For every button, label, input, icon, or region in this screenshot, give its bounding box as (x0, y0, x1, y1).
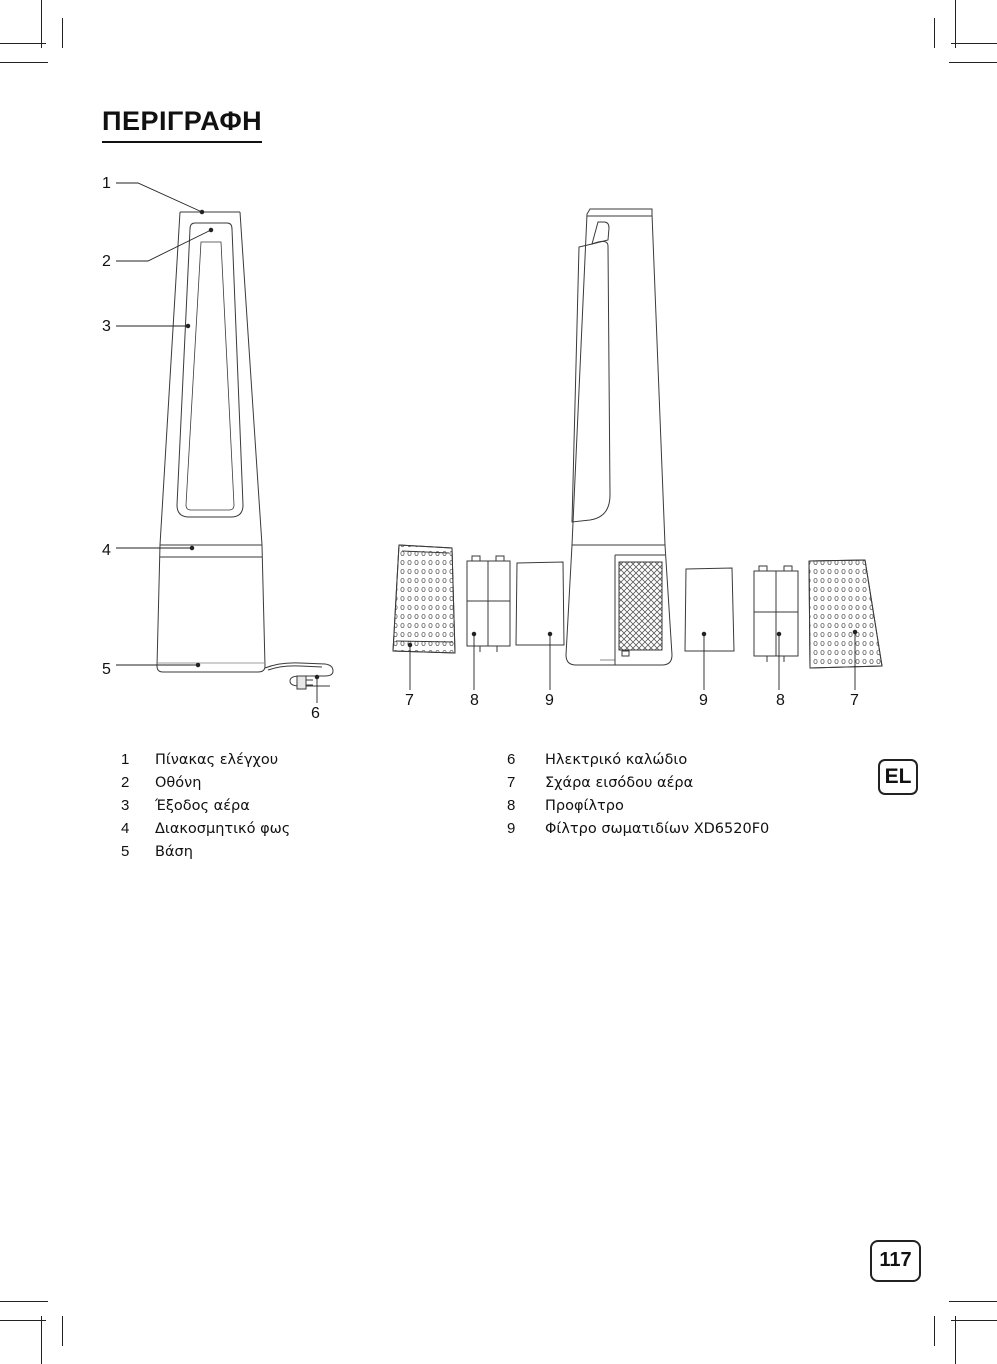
legend-number: 3 (121, 797, 130, 814)
legend-label: Σχάρα εισόδου αέρα (545, 775, 694, 791)
callout-3: 3 (102, 318, 111, 335)
crop-mark (41, 1316, 42, 1364)
legend-right (507, 751, 847, 851)
crop-mark (955, 1316, 956, 1364)
callout-1: 1 (102, 175, 111, 192)
legend-number: 1 (121, 751, 130, 768)
legend-number: 6 (507, 751, 516, 768)
crop-mark (934, 1316, 935, 1346)
legend-label: Φίλτρο σωματιδίων XD6520F0 (545, 821, 770, 837)
legend-label: Έξοδος αέρα (155, 798, 250, 814)
legend-label: Ηλεκτρικό καλώδιο (545, 752, 688, 768)
page-title: ΠΕΡΙΓΡΑΦΗ (102, 104, 262, 143)
language-badge: EL (878, 759, 918, 795)
callout-5: 5 (102, 661, 111, 678)
crop-mark (951, 1320, 997, 1321)
prefilter-right (754, 566, 798, 662)
legend-label: Προφίλτρο (545, 798, 624, 814)
crop-mark (62, 1316, 63, 1346)
prefilter-left (467, 556, 510, 652)
legend-left (121, 751, 421, 871)
crop-mark (0, 1320, 46, 1321)
crop-mark (949, 1301, 997, 1302)
legend-number: 5 (121, 843, 130, 860)
legend-label: Βάση (155, 844, 193, 860)
legend-number: 8 (507, 797, 516, 814)
legend-label: Πίνακας ελέγχου (155, 752, 279, 768)
legend-label: Οθόνη (155, 775, 202, 791)
legend-number: 2 (121, 774, 130, 791)
air-inlet-grille-right (809, 560, 882, 668)
callout-8-right: 8 (776, 692, 785, 709)
legend-label: Διακοσμητικό φως (155, 821, 291, 837)
callout-7-left: 7 (405, 692, 414, 709)
crop-mark (0, 1301, 48, 1302)
tower-front-view (157, 212, 333, 689)
page-number: 117 (870, 1240, 921, 1282)
callout-6: 6 (311, 705, 320, 722)
callout-9-left: 9 (545, 692, 554, 709)
particle-filter-left (516, 562, 564, 645)
callout-9-right: 9 (699, 692, 708, 709)
callout-4: 4 (102, 542, 111, 559)
legend-number: 4 (121, 820, 130, 837)
tower-back-view (566, 209, 672, 665)
callout-7-right: 7 (850, 692, 859, 709)
air-inlet-grille-left (393, 545, 455, 653)
legend-number: 9 (507, 820, 516, 837)
legend-number: 7 (507, 774, 516, 791)
particle-filter-right (685, 568, 734, 651)
callout-2: 2 (102, 253, 111, 270)
callout-8-left: 8 (470, 692, 479, 709)
